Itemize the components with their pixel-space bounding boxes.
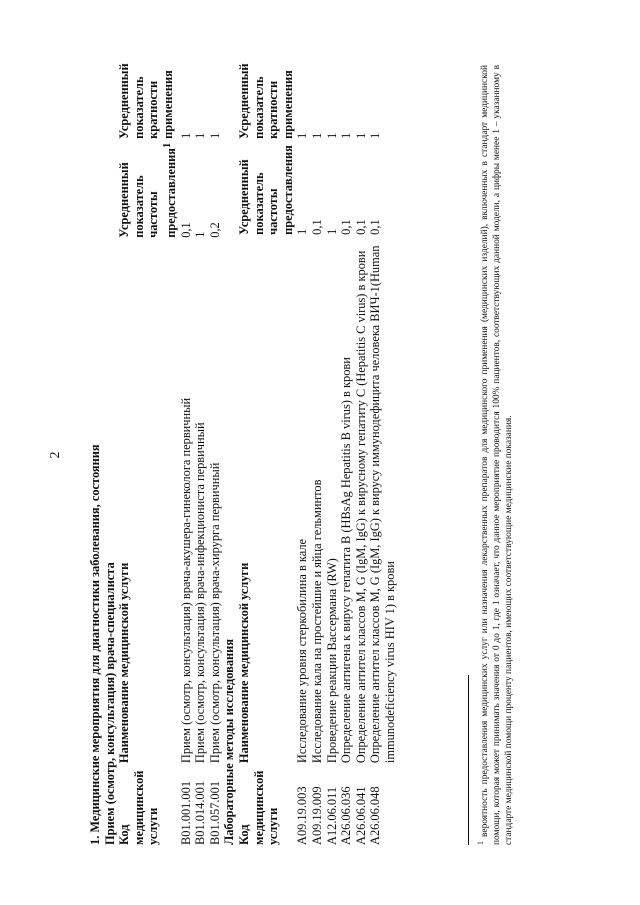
code-header: Код медицинской услуги	[237, 770, 281, 845]
content	[88, 55, 398, 845]
row-multiplicity: 1	[353, 132, 368, 139]
table-header	[117, 55, 179, 845]
row-frequency: 0,1	[339, 219, 354, 235]
row-multiplicity: 1	[368, 132, 383, 139]
rotated-page	[48, 35, 608, 875]
row-code: A09.19.003	[295, 786, 310, 845]
row-frequency: 1	[295, 228, 310, 235]
row-name: Определение антител классов M, G (IgM, IgG) к вирусу иммунодефицита человека ВИЧ-1(Human immunodeficiency virus HIV 1) в крови	[368, 245, 397, 764]
row-multiplicity: 1	[324, 132, 339, 139]
row-multiplicity: 1	[295, 132, 310, 139]
table-row	[179, 55, 194, 845]
frequency-header: Усредненный показатель частоты предоставления	[237, 145, 295, 235]
frequency-header: Усредненный показатель частоты предоставления$^1$	[117, 142, 179, 238]
footnote	[468, 65, 515, 845]
row-frequency: 1	[193, 231, 208, 238]
footnote-text: вероятность предоставления медицинских услуг или назначения лекарственных препаратов для медицинского применения (медицинских изделий), включенных в стандарт медицинской помощи, которая может принимать значения от 0 до 1, где 1 означает, что данное мероприятие проводится 100% пациентов, соответствующих данной модели, а цифры менее 1 – указанному в стандарте медицинской помощи проценту пациентов, имеющих соответствующие медицинские показания.	[480, 65, 515, 845]
table-row	[325, 55, 340, 845]
name-header: Наименование медицинской услуги	[117, 562, 132, 764]
row-code: A09.19.009	[310, 786, 325, 845]
consultation-table	[117, 55, 222, 845]
code-header: Код медицинской услуги	[117, 770, 161, 845]
row-code: A12.06.011	[324, 786, 339, 845]
row-code: A26.06.041	[353, 786, 368, 845]
group1-title: Прием (осмотр, консультация) врача-специалиста	[102, 562, 117, 845]
row-multiplicity: 1	[339, 132, 354, 139]
row-code: B01.001.001	[178, 780, 193, 845]
row-multiplicity: 1	[207, 132, 222, 139]
row-code: B01.057.001	[207, 780, 222, 845]
footnote-ref: 1	[161, 142, 173, 149]
row-frequency: 0,1	[310, 219, 325, 235]
row-name: Исследование кала на простейшие и яйца гельминтов	[310, 479, 325, 764]
row-name: Проведение реакции Вассермана (RW)	[324, 558, 339, 764]
table-row	[208, 55, 223, 845]
row-name: Прием (осмотр, консультация) врача-инфекциониста первичный	[193, 422, 208, 764]
row-frequency: 1	[324, 228, 339, 235]
table-row	[339, 55, 354, 845]
table-row	[368, 55, 397, 845]
row-frequency: 0,1	[353, 219, 368, 235]
row-name: Определение антигена к вирусу гепатита B (HBsAg Hepatitis B virus) в крови	[339, 357, 354, 764]
page-number: 2	[48, 451, 63, 459]
row-code: A26.06.048	[368, 786, 383, 845]
table-row	[310, 55, 325, 845]
row-name: Исследование уровня стеркобилина в кале	[295, 538, 310, 764]
table-header	[237, 55, 295, 845]
row-multiplicity: 1	[178, 132, 193, 139]
row-name: Определение антител классов M, G (IgM, IgG) к вирусному гепатиту C (Hepatitis C virus) в крови	[353, 250, 368, 764]
row-multiplicity: 1	[310, 132, 325, 139]
table-row	[295, 55, 310, 845]
footnote-mark: 1	[476, 841, 485, 845]
section-title: 1. Медицинские мероприятия для диагностики заболевания, состояния	[88, 444, 102, 845]
footnote-rule	[468, 675, 469, 845]
table-row	[354, 55, 369, 845]
multiplicity-header: Усредненный показатель кратности применения	[237, 63, 295, 139]
table-row	[193, 55, 208, 845]
group2-title: Лабораторные методы исследования	[222, 638, 237, 845]
row-multiplicity: 1	[193, 132, 208, 139]
row-frequency: 0,1	[368, 219, 383, 235]
multiplicity-header: Усредненный показатель кратности применения	[117, 63, 175, 139]
row-name: Прием (осмотр, консультация) врача-акушера-гинеколога первичный	[178, 397, 193, 764]
laboratory-table	[237, 55, 398, 845]
row-code: A26.06.036	[339, 786, 354, 845]
row-frequency: 0,2	[207, 222, 222, 238]
name-header: Наименование медицинской услуги	[237, 562, 252, 764]
row-name: Прием (осмотр, консультация) врача-хирурга первичный	[207, 462, 222, 764]
row-code: B01.014.001	[193, 780, 208, 845]
row-frequency: 0,1	[178, 222, 193, 238]
